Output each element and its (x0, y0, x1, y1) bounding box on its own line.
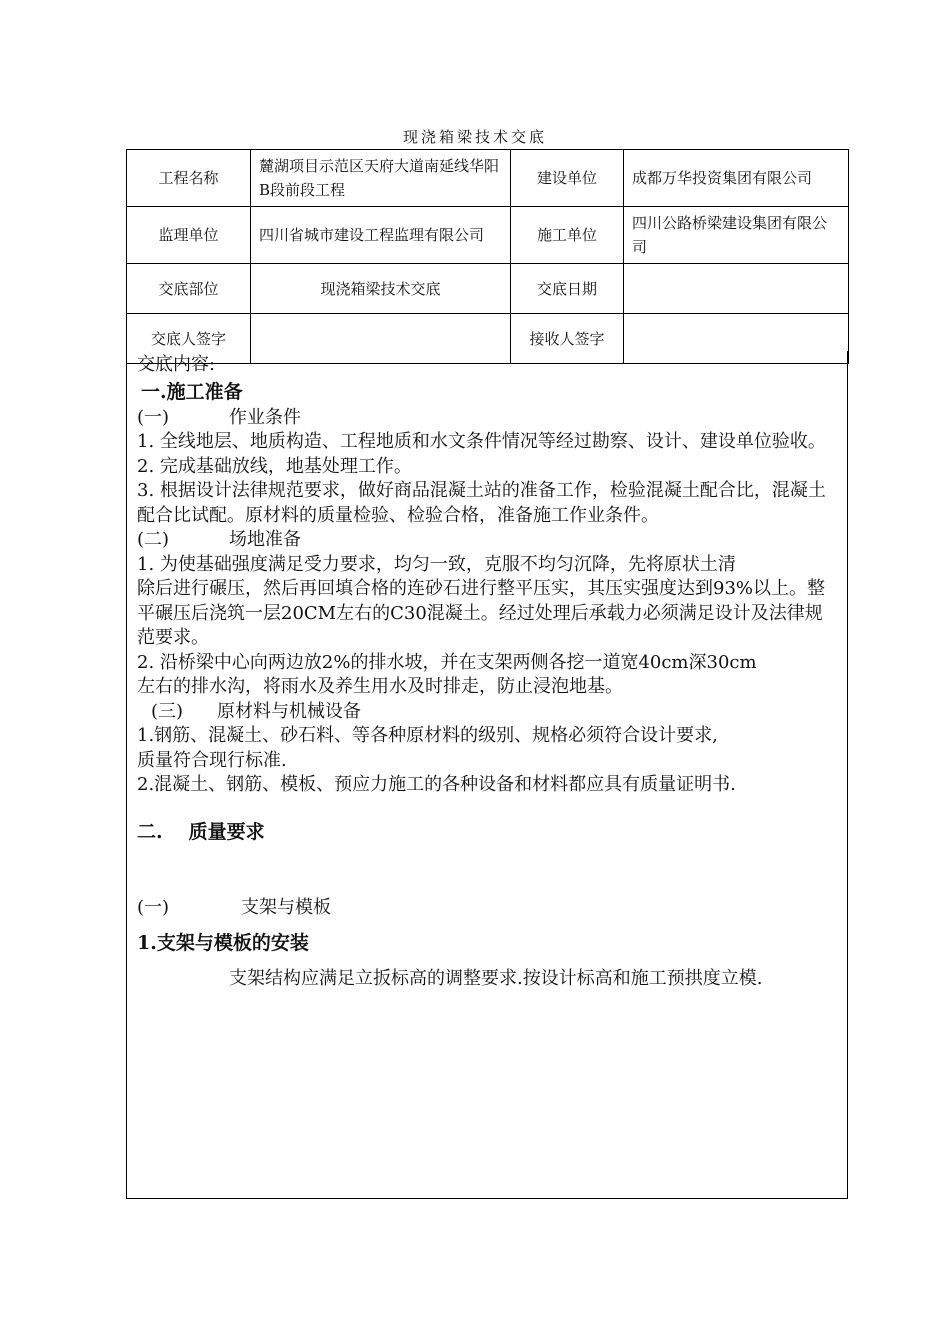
subsection-title: 原材料与机械设备 (217, 700, 362, 722)
label-supervision-unit: 监理单位 (127, 207, 251, 264)
paragraph: 左右的排水沟，将雨水及养生用水及时排走，防止浸泡地基。 (137, 676, 623, 697)
label-construction-unit: 建设单位 (511, 150, 624, 207)
paragraph: 质量符合现行标准. (137, 749, 287, 771)
paragraph: 2. 完成基础放线，地基处理工作。 (137, 455, 412, 477)
table-row (127, 207, 849, 264)
subsection-heading (137, 896, 839, 921)
value-supervision-unit: 四川省城市建设工程监理有限公司 (251, 207, 511, 264)
label-briefer-signature: 交底人签字 (127, 314, 251, 364)
section-2-number: 二. (137, 820, 163, 843)
value-briefing-date (624, 264, 849, 314)
paragraph: 支架结构应满足立扳标高的调整要求.按设计标高和施工预拱度立模. (229, 967, 763, 989)
table-row (127, 150, 849, 207)
table-row (127, 264, 849, 314)
label-briefing-part: 交底部位 (127, 264, 251, 314)
subsection-title: 作业条件 (229, 406, 302, 428)
content-heading: 交底内容: (137, 354, 216, 375)
briefing-content (126, 351, 848, 1199)
paragraph: 2. 沿桥梁中心向两边放2%的排水坡，并在支架两侧各挖一道宽40cm深30cm (137, 651, 757, 673)
paragraph: 除后进行碾压，然后再回填合格的连砂石进行整平压实，其压实强度达到93%以上。整平碾压后浇筑一层20CM左右的C30混凝土。经过处理后承载力必须满足设计及法律规范要求。 (137, 578, 826, 648)
subsection-heading (137, 406, 839, 431)
subsection-title: 场地准备 (229, 529, 302, 550)
subsection-number: (二) (137, 529, 170, 550)
item-title: 1.支架与模板的安装 (137, 931, 309, 954)
subsection-number: (一) (137, 897, 170, 918)
paragraph: 1. 为使基础强度满足受力要求，均匀一致，克服不均匀沉降，先将原状土清 (137, 553, 736, 575)
value-builder-unit: 四川公路桥梁建设集团有限公司 (624, 207, 849, 264)
paragraph: 2.混凝土、钢筋、模板、预应力施工的各种设备和材料都应具有质量证明书. (137, 774, 736, 795)
label-builder-unit: 施工单位 (511, 207, 624, 264)
section-2-title (137, 820, 839, 845)
section-1-title: 一.施工准备 (141, 380, 243, 403)
subsection-title: 支架与模板 (241, 897, 332, 918)
document-title: 现浇箱梁技术交底 (402, 128, 547, 146)
label-briefing-date: 交底日期 (511, 264, 624, 314)
value-briefing-part: 现浇箱梁技术交底 (251, 264, 511, 314)
paragraph: 3. 根据设计法律规范要求，做好商品混凝土站的准备工作，检验混凝土配合比，混凝土配合比试配。原材料的质量检验、检验合格，准备施工作业条件。 (137, 480, 826, 526)
value-construction-unit: 成都万华投资集团有限公司 (624, 150, 849, 207)
subsection-number: (三) (151, 700, 184, 722)
subsection-number: (一) (137, 406, 170, 428)
paragraph: 1. 全线地层、地质构造、工程地质和水文条件情况等经过勘察、设计、建设单位验收。 (137, 431, 826, 452)
subsection-heading (137, 528, 839, 553)
value-project-name: 麓湖项目示范区天府大道南延线华阳B段前段工程 (251, 150, 511, 207)
info-table (126, 149, 849, 364)
label-receiver-signature: 接收人签字 (511, 314, 624, 364)
label-project-name: 工程名称 (127, 150, 251, 207)
section-2-label: 质量要求 (188, 820, 265, 843)
paragraph: 1.钢筋、混凝土、砂石料、等各种原材料的级别、规格必须符合设计要求, (137, 725, 718, 746)
subsection-heading (137, 700, 839, 725)
